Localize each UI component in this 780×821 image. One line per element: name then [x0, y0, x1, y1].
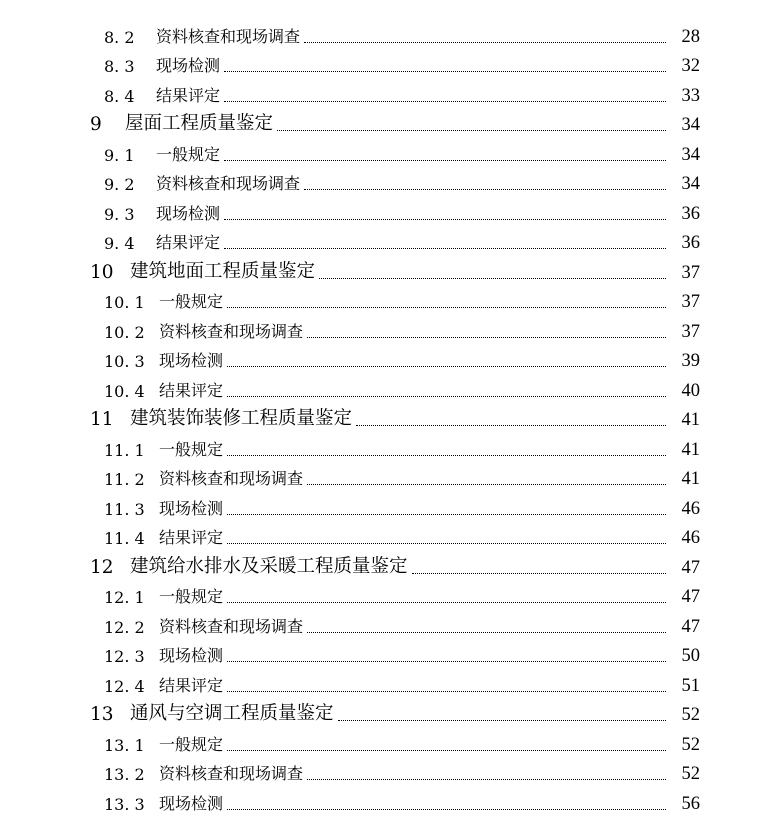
toc-entry-title: 一般规定	[156, 144, 221, 164]
toc-entry-label	[90, 699, 334, 728]
toc-entry-label	[104, 614, 303, 640]
toc-section-entry[interactable]	[0, 433, 780, 463]
toc-entry-label	[104, 348, 223, 374]
toc-section-entry[interactable]	[0, 374, 780, 404]
dot-leader	[227, 365, 666, 367]
toc-entry-title: 资料核查和现场调查	[159, 764, 304, 783]
toc-entry-label	[104, 319, 303, 345]
toc-entry-label	[104, 673, 223, 699]
dot-leader	[227, 749, 666, 751]
toc-section-entry[interactable]	[0, 522, 780, 552]
toc-entry-label	[104, 24, 300, 50]
toc-entry-number: 11. 1	[104, 440, 145, 460]
toc-entry-title: 结果评定	[159, 675, 224, 695]
toc-entry-number: 13. 1	[104, 735, 145, 755]
dot-leader	[304, 188, 666, 190]
toc-section-entry[interactable]	[0, 640, 780, 670]
toc-entry-title: 现场检测	[159, 646, 224, 665]
toc-entry-page-number: 47	[681, 616, 700, 637]
toc-entry-page-number: 34	[681, 144, 700, 165]
toc-chapter-entry[interactable]	[0, 699, 780, 729]
dot-leader	[224, 247, 666, 249]
toc-entry-page-number: 36	[681, 233, 700, 253]
toc-entry-label	[90, 109, 273, 138]
toc-entry-label	[104, 496, 223, 522]
toc-section-entry[interactable]	[0, 758, 780, 788]
dot-leader	[227, 660, 666, 662]
toc-entry-page-number: 37	[681, 262, 700, 283]
toc-chapter-entry[interactable]	[0, 256, 780, 286]
toc-entry-title: 结果评定	[156, 85, 221, 105]
toc-entry-number: 8. 4	[104, 86, 135, 106]
toc-entry-page-number: 37	[681, 292, 700, 312]
toc-entry-title: 资料核查和现场调查	[159, 469, 304, 488]
toc-entry-label	[104, 378, 223, 404]
toc-entry-title: 现场检测	[159, 793, 224, 813]
dot-leader	[338, 719, 666, 721]
toc-section-entry[interactable]	[0, 168, 780, 198]
dot-leader	[307, 483, 666, 485]
toc-entry-label	[104, 437, 223, 463]
toc-entry-title: 资料核查和现场调查	[159, 616, 304, 636]
dot-leader	[227, 395, 666, 397]
dot-leader	[224, 100, 666, 102]
toc-entry-label	[104, 230, 220, 256]
dot-leader	[224, 70, 666, 72]
toc-entry-label	[104, 584, 223, 610]
dot-leader	[227, 601, 666, 603]
toc-entry-title: 屋面工程质量鉴定	[125, 113, 274, 134]
toc-entry-page-number: 41	[681, 469, 700, 489]
toc-entry-number: 12. 4	[104, 676, 145, 696]
toc-entry-page-number: 36	[681, 203, 700, 224]
dot-leader	[412, 572, 666, 574]
toc-entry-number: 13	[90, 704, 114, 725]
toc-entry-label	[104, 53, 220, 79]
toc-entry-page-number: 46	[681, 528, 700, 548]
toc-entry-title: 一般规定	[159, 587, 224, 606]
toc-entry-label	[104, 466, 303, 492]
dot-leader	[227, 513, 666, 515]
toc-entry-title: 通风与空调工程质量鉴定	[130, 703, 334, 724]
toc-entry-page-number: 34	[681, 174, 700, 194]
toc-entry-title: 建筑给水排水及采暖工程质量鉴定	[130, 555, 408, 577]
dot-leader	[227, 306, 666, 308]
toc-entry-page-number: 56	[681, 793, 700, 814]
toc-entry-page-number: 52	[681, 705, 700, 725]
toc-entry-title: 资料核查和现场调查	[156, 174, 301, 193]
toc-section-entry[interactable]	[0, 50, 780, 80]
toc-entry-label	[90, 404, 352, 433]
toc-entry-label	[104, 142, 220, 168]
toc-entry-title: 一般规定	[159, 439, 224, 459]
toc-entry-label	[90, 552, 408, 581]
toc-entry-number: 11. 3	[104, 499, 145, 519]
toc-entry-title: 结果评定	[159, 528, 224, 547]
toc-section-entry[interactable]	[0, 227, 780, 257]
toc-entry-page-number: 40	[681, 380, 700, 401]
dot-leader	[319, 277, 666, 279]
toc-entry-title: 结果评定	[156, 233, 221, 252]
toc-section-entry[interactable]	[0, 463, 780, 493]
dot-leader	[224, 218, 666, 220]
toc-entry-title: 资料核查和现场调查	[159, 321, 304, 341]
toc-entry-label	[104, 643, 223, 669]
toc-entry-page-number: 47	[681, 557, 700, 578]
toc-section-entry[interactable]	[0, 79, 780, 109]
toc-entry-page-number: 33	[681, 85, 700, 106]
toc-entry-page-number: 52	[681, 734, 700, 755]
toc-section-entry[interactable]	[0, 787, 780, 817]
toc-entry-page-number: 39	[681, 351, 700, 371]
dot-leader	[224, 159, 666, 161]
toc-entry-label	[104, 525, 223, 551]
dot-leader	[227, 542, 666, 544]
dot-leader	[304, 41, 666, 43]
dot-leader	[307, 631, 666, 633]
toc-chapter-entry[interactable]	[0, 404, 780, 434]
toc-chapter-entry[interactable]	[0, 551, 780, 581]
toc-entry-number: 9	[90, 114, 102, 135]
toc-section-entry[interactable]	[0, 286, 780, 316]
dot-leader	[356, 424, 666, 426]
toc-entry-number: 9. 4	[104, 234, 135, 253]
toc-entry-page-number: 37	[681, 321, 700, 342]
toc-entry-number: 9. 1	[104, 145, 135, 165]
toc-entry-number: 11. 4	[104, 529, 145, 548]
toc-section-entry[interactable]	[0, 492, 780, 522]
dot-leader	[307, 336, 666, 338]
toc-entry-number: 10. 4	[104, 381, 145, 401]
toc-entry-number: 10	[90, 261, 114, 283]
toc-section-entry[interactable]	[0, 610, 780, 640]
toc-entry-number: 10. 1	[104, 293, 145, 312]
toc-section-entry[interactable]	[0, 345, 780, 375]
toc-section-entry[interactable]	[0, 581, 780, 611]
toc-entry-number: 13. 2	[104, 765, 145, 784]
toc-entry-number: 8. 2	[104, 27, 135, 47]
toc-entry-label	[104, 761, 303, 787]
toc-entry-number: 10. 3	[104, 352, 145, 371]
toc-entry-title: 建筑装饰装修工程质量鉴定	[130, 408, 353, 429]
toc-section-entry[interactable]	[0, 669, 780, 699]
toc-entry-title: 结果评定	[159, 380, 224, 400]
toc-entry-label	[104, 171, 300, 197]
dot-leader	[227, 690, 666, 692]
toc-entry-number: 8. 3	[104, 57, 135, 76]
toc-entry-number: 12. 1	[104, 588, 145, 607]
toc-section-entry[interactable]	[0, 315, 780, 345]
toc-entry-label	[104, 201, 220, 227]
toc-entry-number: 12	[90, 556, 114, 578]
dot-leader	[227, 808, 666, 810]
toc-entry-label	[104, 289, 223, 315]
dot-leader	[227, 454, 666, 456]
toc-entry-page-number: 41	[681, 439, 700, 460]
toc-entry-title: 一般规定	[159, 292, 224, 311]
toc-entry-page-number: 28	[681, 26, 700, 47]
toc-entry-page-number: 34	[681, 115, 700, 135]
dot-leader	[307, 778, 666, 780]
toc-entry-page-number: 51	[681, 675, 700, 696]
toc-entry-page-number: 41	[681, 410, 700, 430]
toc-entry-title: 资料核查和现场调查	[156, 26, 301, 46]
toc-entry-title: 一般规定	[159, 734, 224, 754]
dot-leader	[277, 129, 666, 131]
toc-entry-page-number: 32	[681, 56, 700, 76]
toc-entry-title: 现场检测	[159, 351, 224, 370]
toc-entry-number: 13. 3	[104, 794, 145, 814]
toc-entry-number: 11. 2	[104, 470, 145, 489]
toc-entry-page-number: 50	[681, 646, 700, 666]
toc-chapter-entry[interactable]	[0, 109, 780, 139]
toc-entry-number: 9. 2	[104, 175, 135, 194]
toc-section-entry[interactable]	[0, 138, 780, 168]
toc-entry-title: 现场检测	[156, 203, 221, 223]
toc-section-entry[interactable]	[0, 728, 780, 758]
toc-entry-label	[90, 257, 315, 286]
toc-section-entry[interactable]	[0, 20, 780, 50]
toc-entry-number: 12. 3	[104, 647, 145, 666]
toc-entry-title: 现场检测	[156, 56, 221, 75]
toc-entry-label	[104, 791, 223, 817]
toc-entry-page-number: 46	[681, 498, 700, 519]
toc-entry-number: 12. 2	[104, 617, 145, 637]
toc-entry-label	[104, 732, 223, 758]
toc-entry-page-number: 47	[681, 587, 700, 607]
toc-entry-number: 11	[90, 409, 114, 430]
toc-entry-number: 10. 2	[104, 322, 145, 342]
toc-entry-title: 建筑地面工程质量鉴定	[130, 260, 316, 282]
toc-entry-label	[104, 83, 220, 109]
table-of-contents	[0, 20, 780, 817]
toc-entry-number: 9. 3	[104, 204, 135, 224]
toc-entry-page-number: 52	[681, 764, 700, 784]
toc-section-entry[interactable]	[0, 197, 780, 227]
toc-entry-title: 现场检测	[159, 498, 224, 518]
